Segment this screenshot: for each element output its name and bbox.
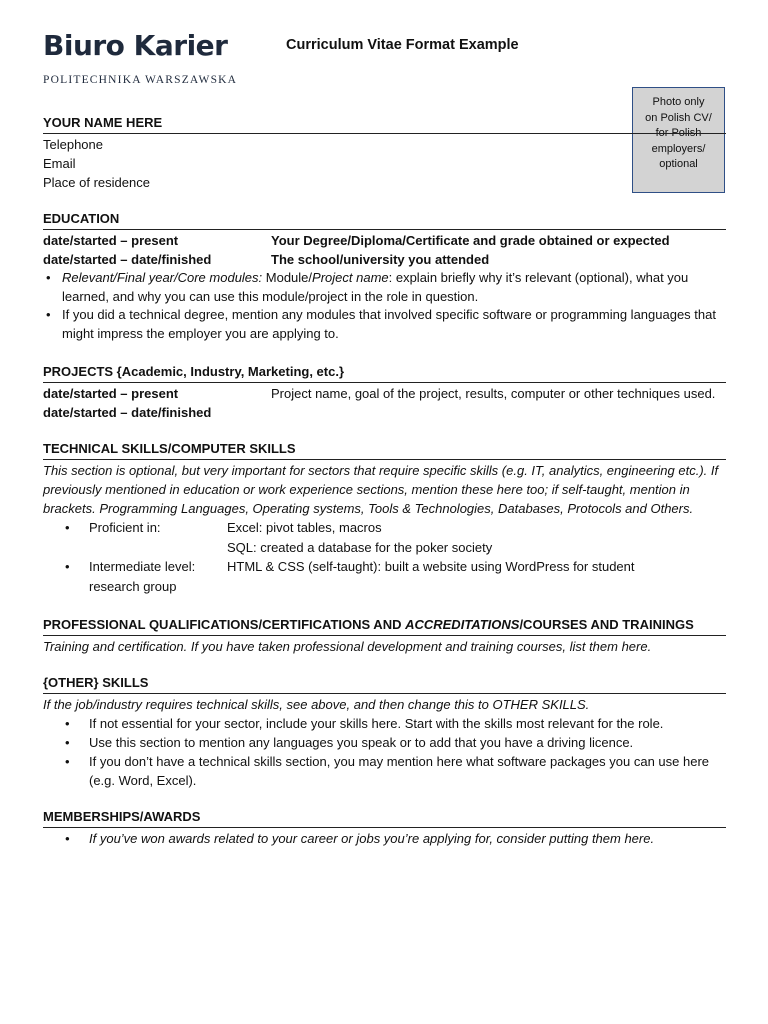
project-date: date/started – date/finished: [43, 405, 212, 420]
qualifications-text: Training and certification. If you have taken professional development and training courses, list them here.: [43, 639, 652, 654]
skill-value: HTML & CSS (self-taught): built a website using WordPress for student: [227, 559, 635, 574]
logo: [43, 30, 237, 86]
memberships-bullets: [43, 829, 726, 848]
other-skills-bullet: • If you don’t have a technical skills section, you may mention here what software packages you can use here (e.g. Word, Excel).: [43, 752, 726, 790]
other-skills-intro: If the job/industry requires technical skills, see above, and then change this to OTHER SKILLS.: [43, 697, 590, 712]
skill-row: [43, 518, 726, 538]
photo-note-line: on Polish CV/: [645, 111, 712, 124]
bullet: •: [65, 520, 70, 535]
other-skills-bullet: • Use this section to mention any languages you speak or to add that you have a driving licence.: [43, 733, 726, 752]
education-row: [43, 231, 726, 250]
skill-value: Excel: pivot tables, macros: [227, 520, 382, 535]
photo-note-line: employers/: [651, 142, 706, 155]
modules-explanation: : explain briefly why it’s relevant (optional), what you learned, and why you can use this module/project in the role in question.: [62, 270, 689, 304]
qualifications-heading: [43, 616, 726, 636]
project-row: [43, 403, 726, 422]
project-name-label: Project name: [312, 270, 389, 285]
skills-table: [43, 518, 726, 596]
memberships-bullet: • If you’ve won awards related to your career or jobs you’re applying for, consider putting them here.: [43, 829, 726, 848]
education-degree: Your Degree/Diploma/Certificate and grade obtained or expected: [271, 233, 670, 248]
skill-row: [43, 538, 726, 558]
email: Email: [43, 156, 76, 171]
skill-row: [43, 577, 726, 597]
logo-name: Biuro Karier: [43, 29, 228, 62]
qualifications-heading-c: /COURSES AND TRAININGS: [519, 617, 694, 632]
education-bullets: [43, 269, 726, 343]
skill-value: SQL: created a database for the poker society: [227, 539, 493, 555]
skill-row: [43, 557, 726, 577]
photo-note-line: optional: [659, 158, 698, 170]
other-skills-bullet: • If not essential for your sector, include your skills here. Start with the skills most relevant for the role.: [43, 714, 726, 733]
photo-note-line: for Polish: [655, 127, 702, 139]
photo-note-line: Photo only: [652, 96, 705, 108]
modules-text: Module/: [262, 270, 313, 285]
cv-body: [43, 114, 726, 848]
skill-level: Proficient in:: [89, 520, 161, 535]
memberships-heading: MEMBERSHIPS/AWARDS: [43, 808, 726, 828]
other-skills-heading: {OTHER} SKILLS: [43, 674, 726, 694]
place-of-residence: Place of residence: [43, 175, 150, 190]
education-school: The school/university you attended: [271, 252, 490, 267]
project-row: [43, 384, 726, 403]
name-heading: YOUR NAME HERE: [43, 114, 726, 134]
document-title: Curriculum Vitae Format Example: [286, 37, 519, 53]
education-bullet: [43, 269, 726, 306]
project-description: Project name, goal of the project, results, computer or other techniques used.: [271, 386, 716, 401]
education-row: [43, 250, 726, 269]
bullet: •: [65, 559, 70, 574]
projects-heading: PROJECTS {Academic, Industry, Marketing, etc.}: [43, 363, 726, 383]
skill-level-continued: research group: [89, 578, 177, 594]
qualifications-heading-b: ACCREDITATIONS: [405, 617, 520, 632]
technical-skills-intro: This section is optional, but very important for sectors that require specific skills (e.g. IT, analytics, engineering etc.). If previously mentioned in education or work experience sections, mention these here too; if self-taught, mention in brackets. Programming Languages, Operating systems, Tools & Technologies, Databases, Protocols and Others.: [43, 463, 719, 516]
other-skills-bullets: [43, 714, 726, 790]
qualifications-heading-a: PROFESSIONAL QUALIFICATIONS/CERTIFICATIONS AND: [43, 617, 406, 632]
technical-skills-heading: TECHNICAL SKILLS/COMPUTER SKILLS: [43, 440, 726, 460]
education-bullet: • If you did a technical degree, mention any modules that involved specific software or programming languages that might impress the employer you are applying to.: [43, 306, 726, 343]
project-date: date/started – present: [43, 386, 179, 401]
telephone: Telephone: [43, 137, 103, 152]
education-heading: EDUCATION: [43, 210, 726, 230]
modules-label: Relevant/Final year/Core modules:: [62, 270, 263, 285]
education-date: date/started – date/finished: [43, 252, 212, 267]
education-date: date/started – present: [43, 233, 179, 248]
logo-subtitle: POLITECHNIKA WARSZAWSKA: [43, 74, 238, 86]
skill-level: Intermediate level:: [89, 559, 196, 574]
